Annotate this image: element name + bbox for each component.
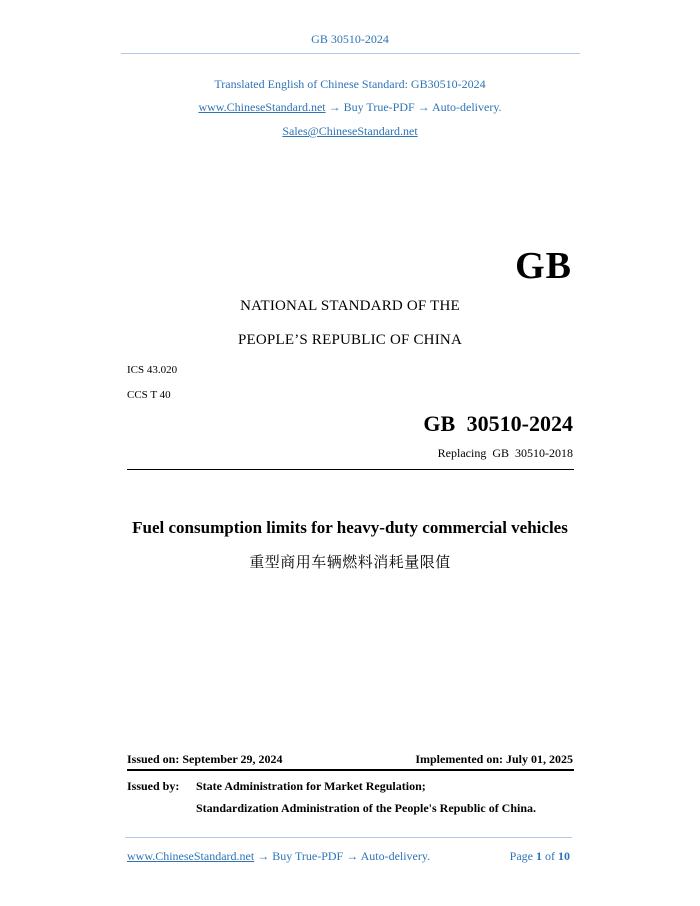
page-label: Page	[509, 849, 533, 863]
issuer-sac: Standardization Administration of the People's Republic of China.	[196, 801, 537, 815]
issuer-samr: State Administration for Market Regulation;	[196, 779, 426, 793]
footer-purchase-line	[127, 849, 430, 864]
title-english: Fuel consumption limits for heavy-duty commercial vehicles	[132, 518, 568, 537]
ccs-code: CCS T 40	[127, 389, 171, 401]
email-link[interactable]: Sales@ChineseStandard.net	[282, 124, 418, 138]
footer-rule	[125, 837, 572, 838]
ics-code: ICS 43.020	[127, 364, 178, 376]
running-header: GB 30510-2024	[311, 32, 389, 46]
implemented-on-date: Implemented on: July 01, 2025	[415, 752, 573, 766]
issued-on-date: Issued on: September 29, 2024	[127, 752, 283, 766]
header-rule	[121, 53, 580, 54]
promo-email-line	[0, 124, 700, 139]
gb-logo: GB	[515, 245, 572, 287]
replacing-standard: Replacing GB 30510-2018	[437, 446, 573, 460]
promo-translation-line: Translated English of Chinese Standard: GB30510-2024	[214, 77, 486, 91]
national-standard-line1: NATIONAL STANDARD OF THE	[240, 298, 460, 314]
title-divider	[127, 469, 574, 470]
issue-divider	[127, 769, 574, 771]
issued-by-label: Issued by:	[127, 779, 180, 793]
standard-number: GB 30510-2024	[423, 411, 573, 436]
footer-purchase-text: → Buy True-PDF → Auto-delivery.	[254, 849, 431, 863]
purchase-text: → Buy True-PDF → Auto-delivery.	[325, 100, 502, 114]
title-chinese: 重型商用车辆燃料消耗量限值	[249, 553, 451, 571]
page-total: 10	[558, 849, 570, 863]
site-link[interactable]: www.ChineseStandard.net	[198, 100, 326, 114]
page-of: of	[545, 849, 555, 863]
page-current: 1	[536, 849, 542, 863]
national-standard-line2: PEOPLE’S REPUBLIC OF CHINA	[238, 332, 462, 348]
page-indicator	[510, 849, 570, 864]
promo-purchase-line	[0, 100, 700, 115]
footer-site-link[interactable]: www.ChineseStandard.net	[127, 849, 255, 863]
